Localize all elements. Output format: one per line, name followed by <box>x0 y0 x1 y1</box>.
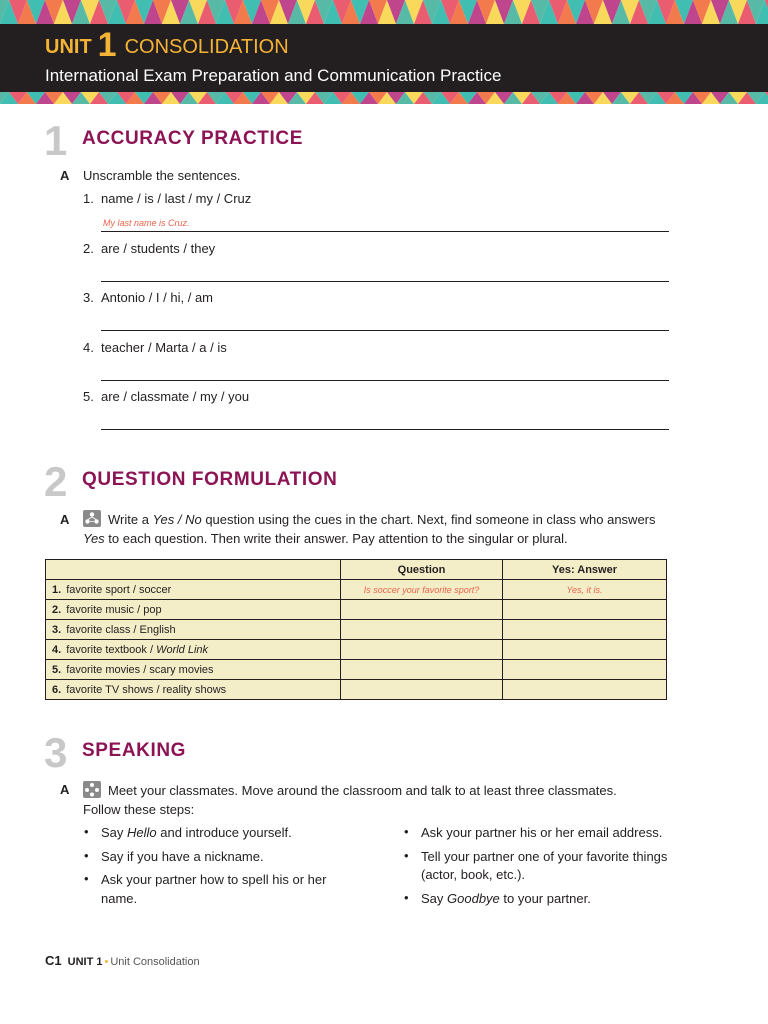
item-1-prompt: name / is / last / my / Cruz <box>101 191 252 206</box>
question-cell[interactable] <box>341 640 503 660</box>
table-row <box>46 580 667 600</box>
item-3-answer-line[interactable] <box>101 330 669 331</box>
instruction-italic: Yes <box>83 531 105 546</box>
row-number: 1. <box>52 583 62 596</box>
item-5-prompt: are / classmate / my / you <box>101 389 250 404</box>
step-italic: Goodbye <box>447 891 500 906</box>
cue-text: favorite textbook / <box>66 643 157 656</box>
row-number: 5. <box>52 663 62 676</box>
unit-title: CONSOLIDATION <box>124 36 289 58</box>
cue-cell <box>46 680 341 700</box>
instruction-text: Write a <box>108 512 153 527</box>
decorative-pattern-top <box>0 0 768 24</box>
cue-text: favorite music / pop <box>66 603 162 616</box>
table-row <box>46 660 667 680</box>
section-2-part-letter: A <box>60 512 70 527</box>
item-2-prompt: are / students / they <box>101 241 216 256</box>
question-cell[interactable] <box>341 680 503 700</box>
instruction-text: to each question. Then write their answer. Pay attention to the singular or plural. <box>104 531 568 546</box>
unit-number: 1 <box>97 26 117 64</box>
footer-label: Unit Consolidation <box>110 956 200 968</box>
footer-unit: UNIT 1 <box>67 956 103 968</box>
cue-text: favorite sport / soccer <box>66 583 172 596</box>
section-1-number: 1 <box>44 117 68 164</box>
table-header-cues <box>46 560 341 580</box>
section-1-title: ACCURACY PRACTICE <box>82 128 303 149</box>
step-italic: Hello <box>127 825 157 840</box>
unit-header <box>0 24 768 92</box>
cue-text-italic: World Link <box>156 643 209 656</box>
step-text: to your partner. <box>499 891 591 906</box>
step-nickname: Say if you have a nickname. <box>101 849 264 864</box>
item-2-number: 2. <box>83 241 94 256</box>
answer-cell[interactable]: Yes, it is. <box>503 580 667 600</box>
section-3-title: SPEAKING <box>82 740 187 761</box>
table-row <box>46 600 667 620</box>
step-favorite-things: Tell your partner one of your favorite things <box>421 849 668 864</box>
bullet-dot: • <box>404 848 409 863</box>
step-text: and introduce yourself. <box>156 825 292 840</box>
section-2-title: QUESTION FORMULATION <box>82 469 338 490</box>
step-say-hello <box>101 825 292 840</box>
section-2-instruction-line-1 <box>108 512 656 527</box>
item-5-number: 5. <box>83 389 94 404</box>
section-3-instruction-line-2: Follow these steps: <box>83 802 195 817</box>
section-1-instruction: Unscramble the sentences. <box>83 168 241 183</box>
cue-cell <box>46 600 341 620</box>
cue-cell <box>46 620 341 640</box>
pair-work-icon <box>83 510 101 527</box>
section-2-number: 2 <box>44 458 68 505</box>
page-footer <box>45 952 200 970</box>
item-3-number: 3. <box>83 290 94 305</box>
cue-text: favorite movies / scary movies <box>66 663 214 676</box>
row-number: 4. <box>52 643 62 656</box>
answer-cell[interactable] <box>503 600 667 620</box>
unit-heading <box>45 26 289 65</box>
answer-cell[interactable] <box>503 660 667 680</box>
step-favorite-things-cont: (actor, book, etc.). <box>421 867 526 882</box>
table-row <box>46 680 667 700</box>
section-1-part-letter: A <box>60 168 70 183</box>
step-spell-name: Ask your partner how to spell his or her <box>101 872 327 887</box>
section-2-instruction-line-2 <box>83 531 568 546</box>
answer-cell[interactable] <box>503 620 667 640</box>
decorative-pattern-bottom <box>0 92 768 104</box>
step-spell-name-cont: name. <box>101 891 138 906</box>
table-header-row <box>46 560 667 580</box>
row-number: 2. <box>52 603 62 616</box>
question-cell[interactable] <box>341 600 503 620</box>
bullet-dot: • <box>404 890 409 905</box>
table-row <box>46 640 667 660</box>
bullet-dot: • <box>404 824 409 839</box>
bullet-dot: • <box>84 824 89 839</box>
step-email: Ask your partner his or her email address. <box>421 825 663 840</box>
answer-cell[interactable] <box>503 640 667 660</box>
table-header-question: Question <box>341 560 503 580</box>
section-3-number: 3 <box>44 729 68 776</box>
table-row <box>46 620 667 640</box>
item-4-number: 4. <box>83 340 94 355</box>
step-say-goodbye <box>421 891 591 906</box>
question-cell[interactable] <box>341 620 503 640</box>
item-5-answer-line[interactable] <box>101 429 669 430</box>
table-header-answer: Yes: Answer <box>503 560 667 580</box>
step-text: Say <box>421 891 448 906</box>
answer-cell[interactable] <box>503 680 667 700</box>
item-2-answer-line[interactable] <box>101 281 669 282</box>
row-number: 3. <box>52 623 62 636</box>
item-1-number: 1. <box>83 191 94 206</box>
item-1-answer: My last name is Cruz. <box>103 218 190 228</box>
section-3-instruction-line-1: Meet your classmates. Move around the classroom and talk to at least three classmates. <box>108 783 617 798</box>
page-number: C1 <box>45 953 62 968</box>
cue-text: favorite TV shows / reality shows <box>66 683 227 696</box>
item-4-prompt: teacher / Marta / a / is <box>101 340 227 355</box>
cue-cell <box>46 660 341 680</box>
item-3-prompt: Antonio / I / hi, / am <box>101 290 213 305</box>
instruction-italic: Yes / No <box>152 512 202 527</box>
question-chart <box>45 559 667 700</box>
bullet-dot: • <box>84 871 89 886</box>
item-1-answer-line[interactable] <box>101 231 669 232</box>
item-4-answer-line[interactable] <box>101 380 669 381</box>
instruction-text: question using the cues in the chart. Next, find someone in class who answers <box>201 512 656 527</box>
cue-cell <box>46 580 341 600</box>
cue-text: favorite class / English <box>66 623 176 636</box>
bullet-dot: • <box>84 848 89 863</box>
question-cell[interactable]: Is soccer your favorite sport? <box>341 580 503 600</box>
footer-separator: • <box>104 956 109 968</box>
row-number: 6. <box>52 683 62 696</box>
group-work-icon <box>83 781 101 798</box>
step-text: Say <box>101 825 128 840</box>
cue-cell <box>46 640 341 660</box>
unit-subtitle: International Exam Preparation and Communication Practice <box>45 66 502 85</box>
section-3-part-letter: A <box>60 782 70 797</box>
question-cell[interactable] <box>341 660 503 680</box>
unit-word: UNIT <box>45 36 92 58</box>
